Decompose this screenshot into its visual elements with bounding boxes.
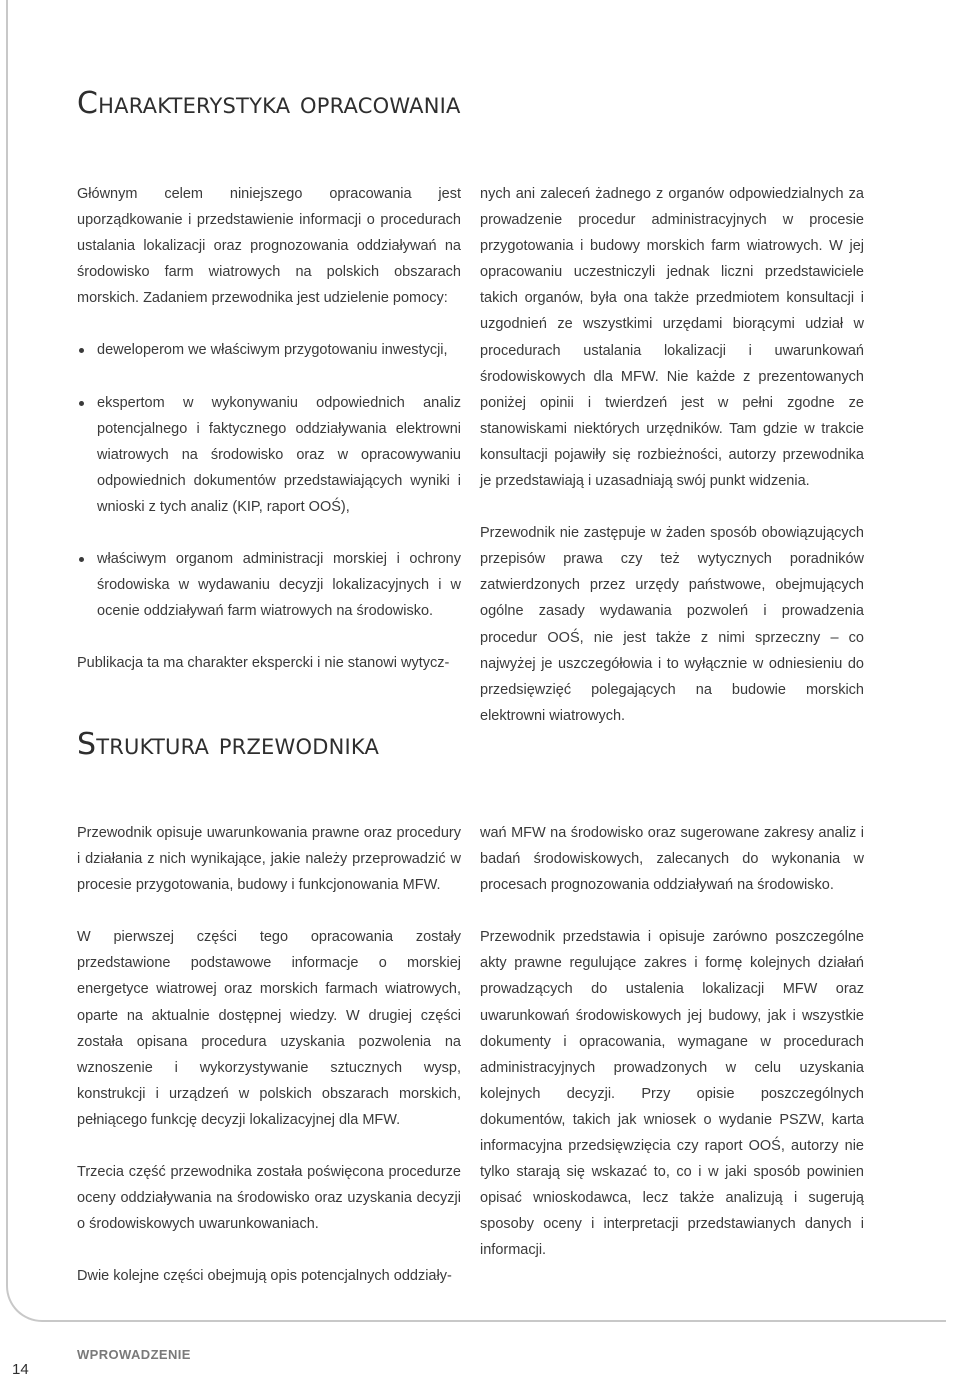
heading-charakterystyka: Charakterystyka opracowania <box>77 86 461 121</box>
heading-struktura: Struktura przewodnika <box>77 727 380 762</box>
intro-paragraph: Głównym celem niniejszego opracowania jest uporządkowanie i przedstawienie informacji o procedurach ustalania lokalizacji oraz prognozowania oddziaływań na środowisko farm wiatrowych na polskich obszarach morskich. Zadaniem przewodnika jest udzielenie pomocy: <box>77 186 461 307</box>
structure-paragraph-4-continued: wań MFW na środowisko oraz sugerowane zakresy analiz i badań środowiskowych, zalecanych do wykonania w procesach prognozowania oddziaływań na środowisko. <box>480 825 864 894</box>
structure-paragraph-2: W pierwszej części tego opracowania zostały przedstawione podstawowe informacje o morskiej energetyce wiatrowej oraz morskich farmach wiatrowych, oparte na aktualnie dostępnej wiedzy. W drugiej części została opisana procedura uzyskania pozwolenia na wznoszenie i wykorzystywanie sztucznych wysp, konstrukcji i urządzeń w polskich obszarach morskich, pełniącego funkcję decyzji lokalizacyjnej dla MFW. <box>77 929 461 1128</box>
publication-paragraph-continued: nych ani zaleceń żadnego z organów odpowiedzialnych za prowadzenie procedur administracyjnych w procesie przygotowania i budowy morskich farm wiatrowych. W jej opracowaniu uczestniczyli jednak liczni przedstawiciele takich organów, była ona także przedmiotem konsultacji i uzgodnień ze wszystkimi urzędami biorącymi udział w procedurach ustalania lokalizacji i uwarunkowań środowiskowych dla MFW. Nie każde z prezentowanych poniżej opinii i twierdzeń jest w pełni zgodne ze stanowiskami niektórych urzędników. Tam gdzie w trakcie konsultacji pojawiły się rozbieżności, autorzy przewodnika je przedstawiają i uzasadniają swój punkt widzenia. <box>480 186 864 490</box>
section2-column-left <box>77 820 461 1289</box>
structure-paragraph-3: Trzecia część przewodnika została poświęcona procedurze oceny oddziaływania na środowisko oraz uzyskania decyzji o środowiskowych uwarunkowaniach. <box>77 1164 461 1233</box>
guide-scope-paragraph: Przewodnik nie zastępuje w żaden sposób obowiązujących przepisów prawa czy też wytycznych poradników zatwierdzonych przez urzędy państwowe, obejmujących ogólne zasady wydawania pozwoleń i prowadzenia procedur OOŚ, nie jest także z nimi sprzeczny – co najwyżej je uszczegółowia i to wyłącznie w odniesieniu do przedsięwzięć polegających na budowie morskich elektrowni wiatrowych. <box>480 525 864 724</box>
footer-section-label: WPROWADZENIE <box>77 1347 191 1362</box>
page-number: 14 <box>12 1361 29 1378</box>
bullet-item-developers: deweloperom we właściwym przygotowaniu inwestycji, <box>77 337 461 363</box>
bullet-item-experts: ekspertom w wykonywaniu odpowiednich analiz potencjalnego i faktycznego oddziaływania elektrowni wiatrowych na środowisko oraz w opracowywaniu odpowiednich dokumentów przedstawiających wyniki i wnioski z tych analiz (KIP, raport OOŚ), <box>77 390 461 520</box>
section2-column-right <box>480 820 864 1264</box>
bullet-list <box>77 337 461 624</box>
publication-paragraph-start: Publikacja ta ma charakter ekspercki i nie stanowi wytycz- <box>77 655 450 672</box>
section1-column-right <box>480 181 864 729</box>
structure-paragraph-5: Przewodnik przedstawia i opisuje zarówno poszczególne akty prawne regulujące zakres i formę kolejnych działań prowadzących do ustalenia lokalizacji MFW oraz uwarunkowań środowiskowych jej budowy, jak i wszystkie dokumenty i opracowania, wymagane w procedurach administracyjnych prowadzonych w celu uzyskania kolejnych decyzji. Przy opisie poszczególnych dokumentów, takich jak wniosek o wydanie PSZW, karta informacyjna przedsięwzięcia czy raport OOŚ, autorzy nie tylko starają się wskazać to, co i w jaki sposób powinien opisać wnioskodawca, lecz także analizują i sugerują sposoby oceny i interpretacji przedstawianych danych i informacji. <box>480 929 864 1259</box>
bullet-item-authorities: właściwym organom administracji morskiej i ochrony środowiska w wydawaniu decyzji lokalizacyjnych i w ocenie oddziaływań farm wiatrowych na środowisko. <box>77 546 461 624</box>
structure-paragraph-4-start: Dwie kolejne części obejmują opis potencjalnych oddziały- <box>77 1268 452 1285</box>
section1-column-left <box>77 181 461 676</box>
structure-paragraph-1: Przewodnik opisuje uwarunkowania prawne oraz procedury i działania z nich wynikające, jakie należy przeprowadzić w procesie przygotowania, budowy i funkcjonowania MFW. <box>77 825 461 894</box>
